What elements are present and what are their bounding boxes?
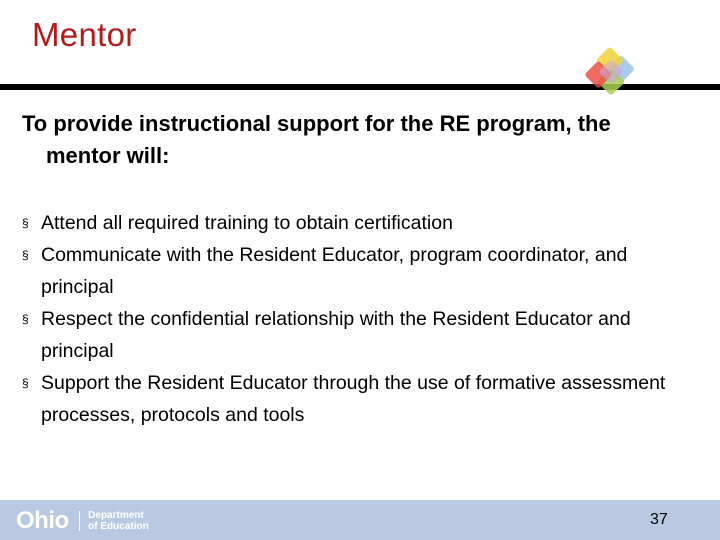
list-item <box>22 367 702 431</box>
bullet-marker-icon: § <box>22 248 29 262</box>
logo-word: Ohio <box>16 507 69 534</box>
logo-department-text: Department of Education <box>88 510 149 532</box>
logo-separator <box>79 511 81 531</box>
intro-text: To provide instructional support for the RE program, the mentor will: <box>22 111 611 168</box>
bullet-marker-icon: § <box>22 216 29 230</box>
slide-title: Mentor <box>32 16 137 53</box>
footer-bar <box>0 500 720 540</box>
list-item <box>22 239 702 303</box>
page-number: 37 <box>650 511 668 528</box>
bullet-marker-icon: § <box>22 312 29 326</box>
bullet-text: Communicate with the Resident Educator, program coordinator, and principal <box>41 244 628 298</box>
bullet-marker-icon: § <box>22 376 29 390</box>
list-item <box>22 207 702 239</box>
overlapping-diamonds-icon <box>576 46 642 102</box>
bullet-list <box>22 207 702 431</box>
ohio-department-logo <box>16 508 149 534</box>
bullet-text: Support the Resident Educator through the use of formative assessment processes, protocols and tools <box>41 372 666 426</box>
bullet-text: Respect the confidential relationship with the Resident Educator and principal <box>41 308 631 362</box>
bullet-text: Attend all required training to obtain certification <box>41 212 453 234</box>
list-item <box>22 303 702 367</box>
